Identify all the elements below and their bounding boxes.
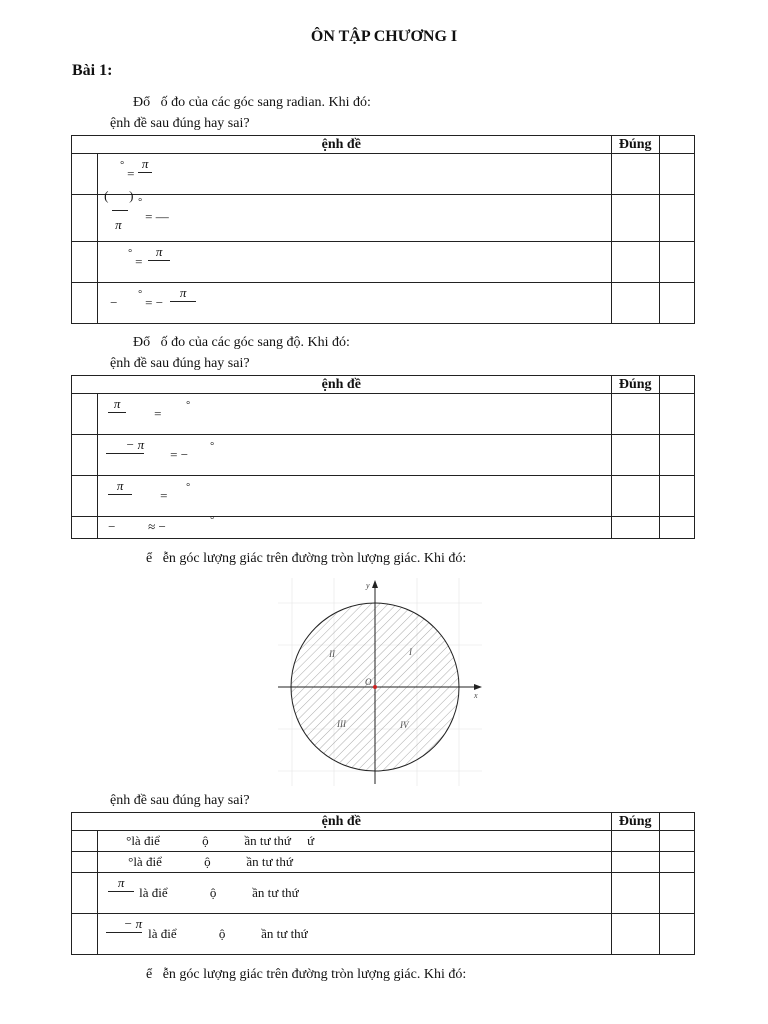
y-label: y [366,581,370,590]
correct-cell[interactable] [611,195,659,242]
header-statement: ệnh đề [72,376,612,394]
fraction-bar [112,200,128,211]
header-correct: Đúng [611,376,659,394]
statement-text: là điể ộ ần tư thứ [139,885,299,900]
formula-part: π [148,244,170,261]
correct-cell[interactable] [611,873,659,914]
part-c-question: ệnh đề sau đúng hay sai? [110,793,250,808]
formula-part: ° [186,400,191,411]
formula-part: π [108,875,134,892]
quadrant-label: I [409,647,412,657]
formula-part: π [115,217,122,232]
table-row [72,873,695,914]
part-b-question: ệnh đề sau đúng hay sai? [110,356,250,371]
statement-cell [98,435,611,476]
wrong-cell[interactable] [659,852,694,873]
correct-cell[interactable] [611,517,659,539]
wrong-cell[interactable] [659,435,694,476]
part-a-intro: Đổ ố đo của các góc sang radian. Khi đó: [133,95,371,110]
formula-part: π [108,396,126,413]
statement-cell [98,831,611,852]
correct-cell[interactable] [611,852,659,873]
statement-cell [98,154,611,195]
row-index-cell [72,852,98,873]
header-empty [659,136,694,154]
wrong-cell[interactable] [659,195,694,242]
table-row [72,242,695,283]
row-index-cell [72,476,98,517]
statement-text: °là điể ộ ần tư thứ [128,854,293,869]
statement-text: là điể ộ ần tư thứ [148,926,308,941]
formula-part: ° [210,441,215,452]
table-header-row [72,376,695,394]
row-index-cell [72,394,98,435]
correct-cell[interactable] [611,394,659,435]
formula-part: ° [186,482,191,493]
wrong-cell[interactable] [659,242,694,283]
table-row [72,154,695,195]
formula-part: ° [138,289,143,300]
formula-part: = [135,254,143,269]
part-d-intro: ể ễn góc lượng giác trên đường tròn lượng giác. Khi đó: [146,967,467,982]
wrong-cell[interactable] [659,873,694,914]
statement-cell [98,394,611,435]
header-correct: Đúng [611,813,659,831]
table-row [72,435,695,476]
formula-part: π [108,478,132,495]
formula-part: − π [106,437,144,454]
header-statement: ệnh đề [72,136,612,154]
row-index-cell [72,914,98,955]
header-correct: Đúng [611,136,659,154]
wrong-cell[interactable] [659,283,694,324]
table-row [72,852,695,873]
statement-cell [98,283,611,324]
origin-label: O [365,677,372,687]
row-index-cell [72,283,98,324]
formula-part: = − [145,295,164,310]
formula-part: − [108,519,116,534]
part-a-table [71,135,695,324]
formula-part: π [138,156,152,173]
hatched-disk [278,578,482,786]
formula-part: − [110,295,118,310]
table-row [72,476,695,517]
correct-cell[interactable] [611,914,659,955]
part-a-question: ệnh đề sau đúng hay sai? [110,116,250,131]
formula-part: ° [210,515,215,526]
quadrant-label: IV [400,720,409,730]
wrong-cell[interactable] [659,914,694,955]
formula-part: ° [120,160,125,171]
row-index-cell [72,195,98,242]
part-c-table [71,812,695,955]
table-row [72,195,695,242]
formula-part: π [170,285,196,302]
origin-dot [373,685,377,689]
row-index-cell [72,242,98,283]
correct-cell[interactable] [611,283,659,324]
statement-cell [98,873,611,914]
unit-circle-figure [278,578,482,786]
row-index-cell [72,435,98,476]
formula-part: − π [106,916,142,933]
formula-part: = − [170,447,189,462]
table-row [72,914,695,955]
wrong-cell[interactable] [659,154,694,195]
page-title: ÔN TẬP CHƯƠNG I [310,28,458,45]
statement-text: °là điể ộ ần tư thứ ứ [126,833,315,848]
header-empty [659,376,694,394]
correct-cell[interactable] [611,831,659,852]
section-heading: Bài 1: [72,62,113,79]
x-arrow-icon [474,684,482,690]
correct-cell[interactable] [611,435,659,476]
correct-cell[interactable] [611,476,659,517]
formula-part: ≈ − [148,519,166,534]
table-row [72,283,695,324]
row-index-cell [72,154,98,195]
y-arrow-icon [372,580,378,588]
row-index-cell [72,517,98,539]
statement-cell [98,517,611,539]
statement-cell: ( π ) ° = — [98,195,611,242]
statement-cell [98,242,611,283]
table-row [72,394,695,435]
formula-part: ° [138,197,143,208]
wrong-cell[interactable] [659,394,694,435]
header-statement: ệnh đề [72,813,612,831]
correct-cell[interactable] [611,242,659,283]
quadrant-label: III [337,719,346,729]
correct-cell[interactable] [611,154,659,195]
row-index-cell [72,873,98,914]
statement-cell [98,476,611,517]
table-row [72,517,695,539]
table-row [72,831,695,852]
formula-part: = [127,166,135,181]
table-header-row [72,813,695,831]
part-b-table [71,375,695,539]
wrong-cell[interactable] [659,517,694,539]
formula-part: = [154,406,162,421]
statement-cell [98,852,611,873]
x-label: x [474,691,478,700]
header-empty [659,813,694,831]
part-b-intro: Đổ ố đo của các góc sang độ. Khi đó: [133,335,350,350]
wrong-cell[interactable] [659,476,694,517]
statement-cell [98,914,611,955]
quadrant-label: II [329,649,335,659]
formula-part: ° [128,248,133,259]
table-header-row [72,136,695,154]
wrong-cell[interactable] [659,831,694,852]
part-c-intro: ể ễn góc lượng giác trên đường tròn lượng giác. Khi đó: [146,551,467,566]
formula-part: = [160,488,168,503]
formula-part: = — [145,209,169,224]
row-index-cell [72,831,98,852]
